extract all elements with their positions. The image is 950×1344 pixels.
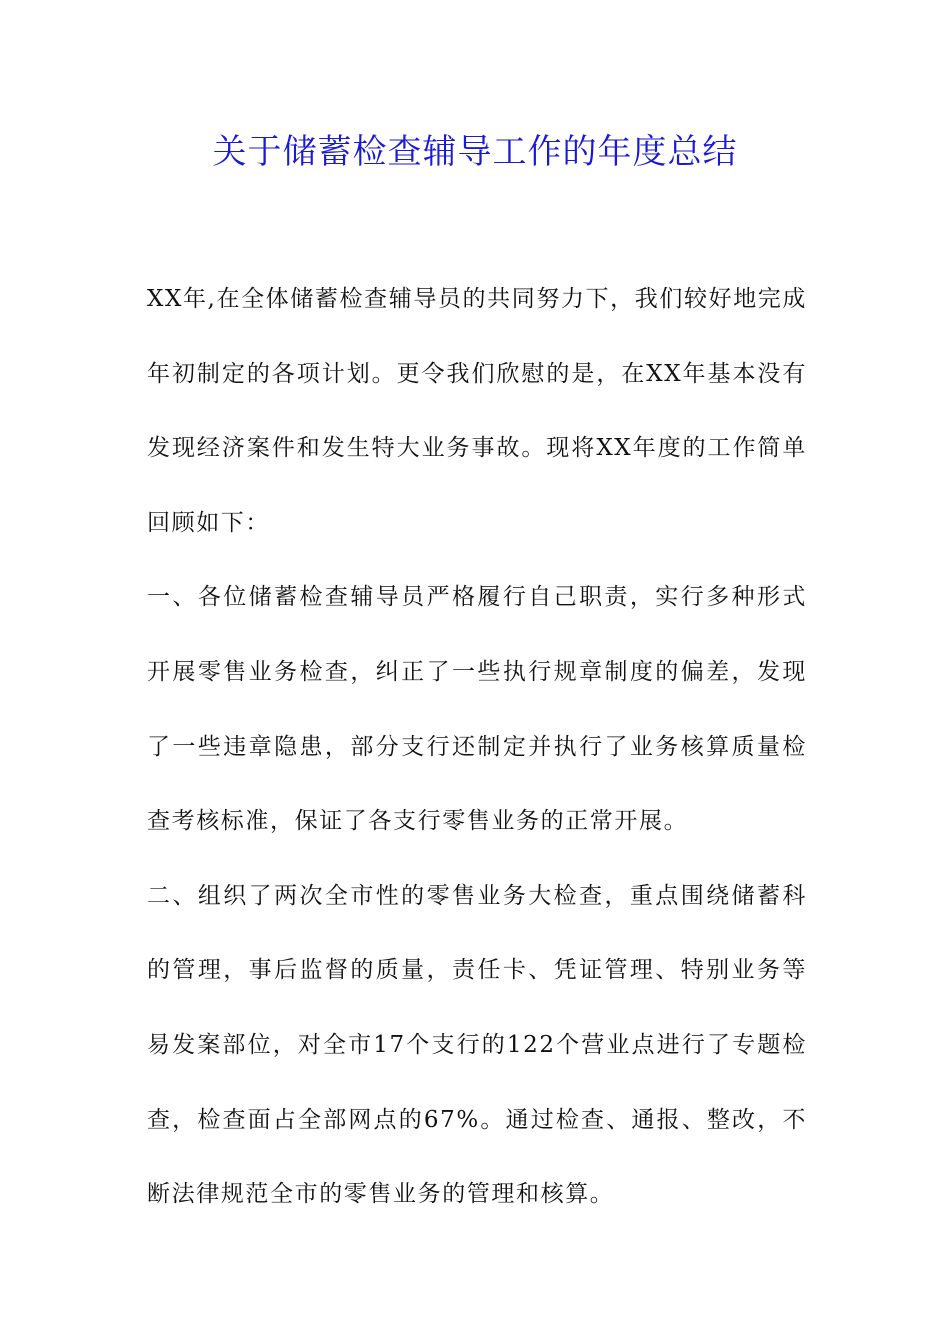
document-body [147, 262, 807, 1232]
document-title: 关于储蓄检查辅导工作的年度总结 [212, 132, 738, 172]
paragraph-section-1: 一、各位储蓄检查辅导员严格履行自己职责，实行多种形式开展零售业务检查，纠正了一些执行规章制度的偏差，发现了一些违章隐患，部分支行还制定并执行了业务核算质量检查考核标准，保证了各支行零售业务的正常开展。 [147, 584, 807, 835]
paragraph-intro: XX年,在全体储蓄检查辅导员的共同努力下，我们较好地完成年初制定的各项计划。更令我们欣慰的是，在XX年基本没有发现经济案件和发生特大业务事故。现将XX年度的工作简单回顾如下： [147, 286, 807, 536]
paragraph-section-2: 二、组织了两次全市性的零售业务大检查，重点围绕储蓄科的管理，事后监督的质量，责任卡、凭证管理、特别业务等易发案部位，对全市17个支行的122个营业点进行了专题检查，检查面占全部网点的67%。通过检查、通报、整改，不断法律规范全市的零售业务的管理和核算。 [147, 882, 807, 1208]
